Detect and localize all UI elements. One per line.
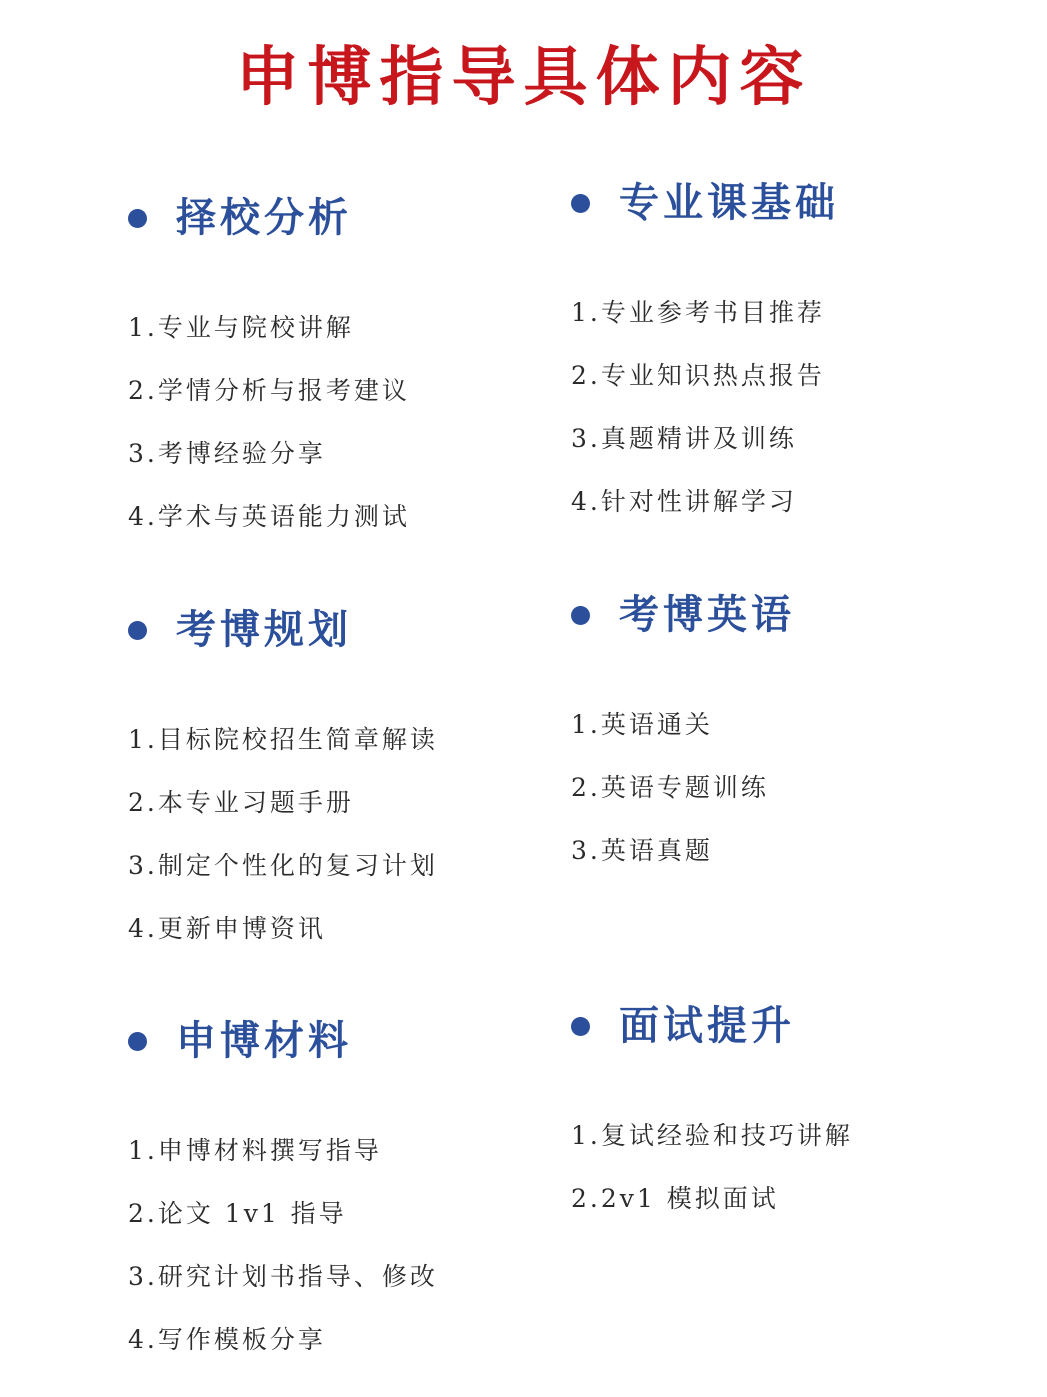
page-title: 申博指导具体内容	[235, 40, 812, 115]
list-item: 3.考博经验分享	[128, 439, 326, 468]
list-item: 4.针对性讲解学习	[571, 487, 797, 516]
list-item: 4.更新申博资讯	[128, 914, 326, 943]
list-item: 1.申博材料撰写指导	[128, 1136, 382, 1165]
list-item: 2.2v1 模拟面试	[571, 1184, 779, 1213]
section-heading: 择校分析	[176, 194, 352, 241]
list-item: 3.制定个性化的复习计划	[128, 851, 438, 880]
list-item: 2.英语专题训练	[571, 773, 769, 802]
list-item: 1.复试经验和技巧讲解	[571, 1121, 853, 1150]
list-item: 3.真题精讲及训练	[571, 424, 797, 453]
bullet-dot-icon	[571, 194, 590, 213]
list-item: 1.英语通关	[571, 710, 713, 739]
list-item: 2.学情分析与报考建议	[128, 376, 410, 405]
bullet-dot-icon	[571, 1017, 590, 1036]
list-item: 4.学术与英语能力测试	[128, 502, 410, 531]
bullet-dot-icon	[128, 209, 147, 228]
bullet-dot-icon	[571, 606, 590, 625]
section-heading: 面试提升	[619, 1002, 795, 1049]
list-item: 2.论文 1v1 指导	[128, 1199, 347, 1228]
section-heading: 考博规划	[176, 606, 352, 653]
section-heading: 专业课基础	[619, 179, 839, 226]
list-item: 4.写作模板分享	[128, 1325, 326, 1354]
list-item: 1.专业参考书目推荐	[571, 298, 825, 327]
list-item: 3.英语真题	[571, 836, 713, 865]
bullet-dot-icon	[128, 621, 147, 640]
list-item: 2.专业知识热点报告	[571, 361, 825, 390]
list-item: 1.专业与院校讲解	[128, 313, 354, 342]
section-heading: 考博英语	[619, 591, 795, 638]
bullet-dot-icon	[128, 1032, 147, 1051]
list-item: 3.研究计划书指导、修改	[128, 1262, 438, 1291]
list-item: 1.目标院校招生简章解读	[128, 725, 438, 754]
section-heading: 申博材料	[176, 1017, 352, 1064]
list-item: 2.本专业习题手册	[128, 788, 354, 817]
